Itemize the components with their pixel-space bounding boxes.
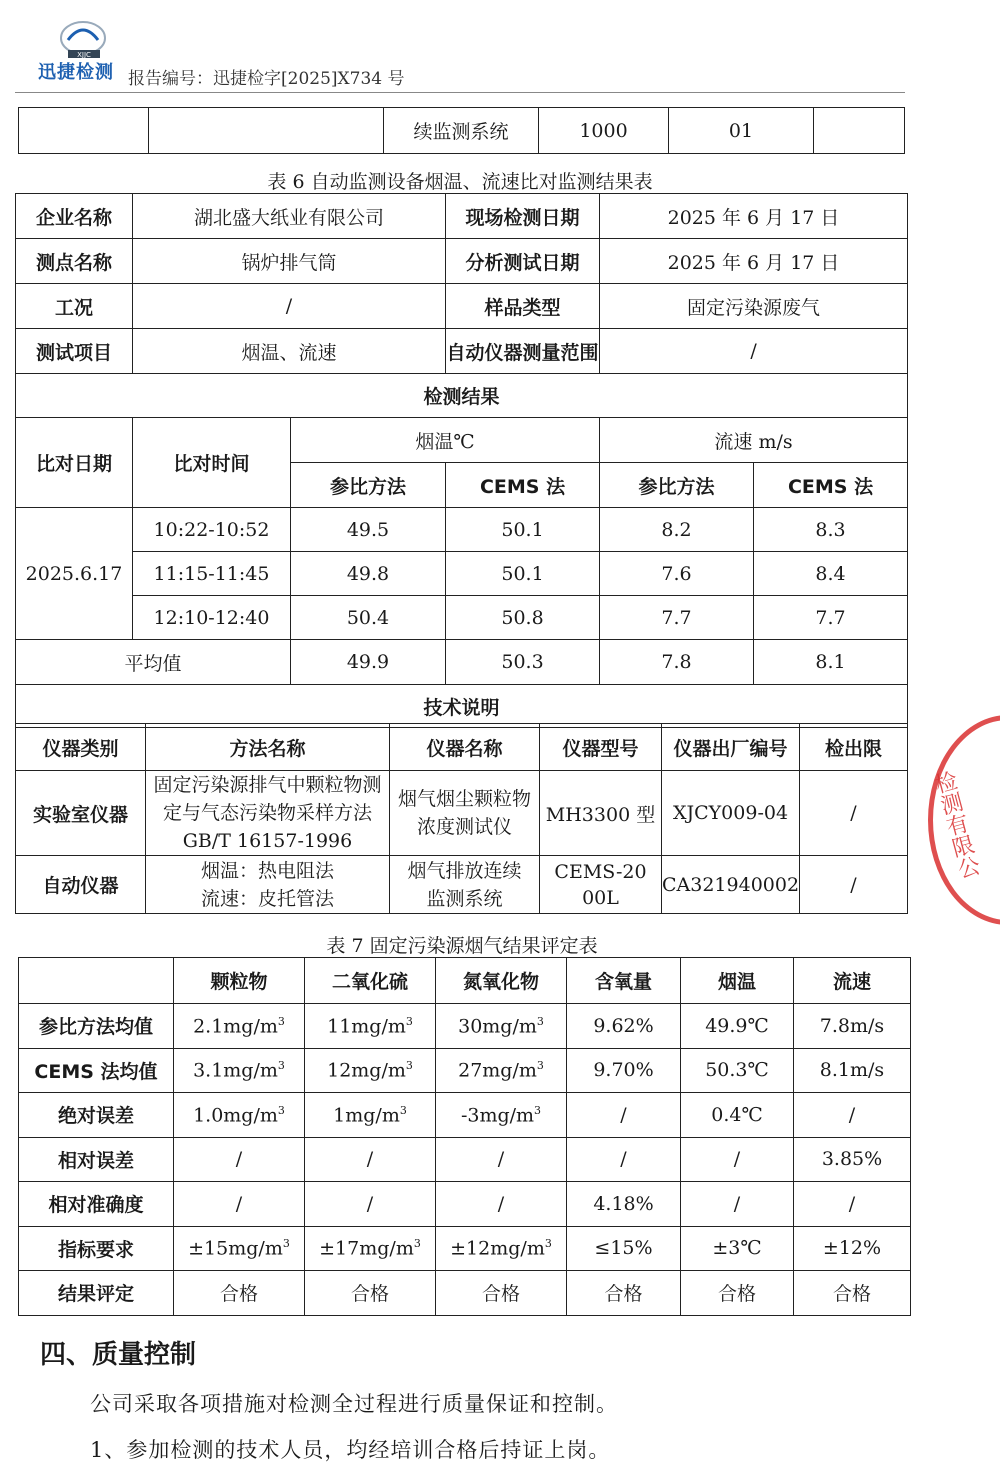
cell-value: 8.1m/s xyxy=(819,1059,885,1082)
cell-value: 合格 xyxy=(350,1283,389,1306)
table-row xyxy=(19,1137,911,1182)
tech-header: 仪器出厂编号 xyxy=(662,724,800,771)
header-divider xyxy=(15,92,905,93)
value-cell xyxy=(567,1182,681,1227)
t7-header-flow: 流速 xyxy=(794,958,911,1004)
unit-superscript: 3 xyxy=(277,1014,285,1028)
info-key: 测点名称 xyxy=(16,239,133,284)
temp-ref-value: 49.8 xyxy=(291,552,446,596)
temp-cems-value: 50.1 xyxy=(446,552,600,596)
info-value: / xyxy=(133,284,446,329)
cell-value: 30mg/m xyxy=(458,1014,537,1037)
unit-superscript: 3 xyxy=(536,1014,544,1028)
flow-ref-value: 7.6 xyxy=(600,552,754,596)
value-cell xyxy=(681,1226,794,1271)
info-row xyxy=(16,194,908,239)
detection-limit: / xyxy=(800,771,908,856)
cell-value: ±3℃ xyxy=(712,1237,762,1260)
tech-header: 仪器名称 xyxy=(390,724,540,771)
cell-value: 12mg/m xyxy=(327,1059,406,1082)
info-key: 测试项目 xyxy=(16,329,133,374)
instrument-category: 自动仪器 xyxy=(16,856,146,914)
method-name-line: 烟温：热电阻法 xyxy=(200,859,334,882)
row-label: 参比方法均值 xyxy=(19,1004,174,1049)
row-label: 相对准确度 xyxy=(19,1182,174,1227)
flow-ref-avg: 7.8 xyxy=(600,640,754,685)
value-cell xyxy=(305,1137,436,1182)
unit-superscript: 3 xyxy=(405,1059,413,1073)
info-key: 分析测试日期 xyxy=(446,239,600,284)
cell-value: ±12mg/m xyxy=(450,1237,545,1260)
value-cell xyxy=(567,1226,681,1271)
paragraph: 1、参加检测的技术人员，均经培训合格后持证上岗。 xyxy=(90,1438,611,1462)
method-name-line: 流速：皮托管法 xyxy=(200,887,334,910)
cell-value: / xyxy=(235,1192,243,1215)
value-cell xyxy=(436,1093,567,1138)
t7-header-oxygen: 含氧量 xyxy=(567,958,681,1004)
table6 xyxy=(15,193,908,728)
cell-value: 9.62% xyxy=(593,1014,654,1037)
cell-value: 7.8m/s xyxy=(819,1014,885,1037)
tail-cell xyxy=(814,108,905,154)
info-key: 样品类型 xyxy=(446,284,600,329)
cell-value: 合格 xyxy=(219,1283,258,1306)
flow-cems-value: 8.3 xyxy=(754,508,908,552)
table-row xyxy=(19,1182,911,1227)
cell-value: 4.18% xyxy=(593,1192,654,1215)
cell-value: 49.9℃ xyxy=(705,1014,769,1037)
tech-title: 技术说明 xyxy=(16,685,908,728)
tail-cell xyxy=(19,108,149,154)
seal-text: 检测有限公 xyxy=(929,768,982,882)
cell-value: 合格 xyxy=(717,1283,756,1306)
value-cell xyxy=(794,1182,911,1227)
value-cell xyxy=(174,1093,305,1138)
cell-value: / xyxy=(848,1103,856,1126)
unit-superscript: 3 xyxy=(277,1103,285,1117)
cell-value: 3.1mg/m xyxy=(193,1059,278,1082)
value-cell xyxy=(436,1182,567,1227)
col-date-header: 比对日期 xyxy=(16,418,133,508)
cell-value: 0.4℃ xyxy=(711,1103,763,1126)
value-cell xyxy=(305,1226,436,1271)
instrument-model: CEMS-2000L xyxy=(540,856,662,914)
cell-value: / xyxy=(366,1192,374,1215)
value-cell xyxy=(174,1182,305,1227)
value-cell xyxy=(794,1226,911,1271)
row-label: 结果评定 xyxy=(19,1271,174,1316)
report-number: 报告编号：迅捷检字[2025]X734 号 xyxy=(128,69,405,89)
value-cell xyxy=(305,1004,436,1049)
cell-value: ±15mg/m xyxy=(188,1237,283,1260)
info-key: 企业名称 xyxy=(16,194,133,239)
tail-cell xyxy=(149,108,384,154)
method-name: 固定污染源排气中颗粒物测定与气态污染物采样方法 GB/T 16157-1996 xyxy=(146,771,390,856)
info-row xyxy=(16,329,908,374)
value-cell xyxy=(305,1271,436,1316)
value-cell xyxy=(681,1048,794,1093)
value-cell xyxy=(436,1137,567,1182)
table-row xyxy=(16,552,908,596)
table-row xyxy=(19,1093,911,1138)
table7-caption: 表 7 固定污染源烟气结果评定表 xyxy=(326,935,598,957)
tech-row xyxy=(16,771,908,856)
info-value: 2025 年 6 月 17 日 xyxy=(600,239,908,284)
info-row xyxy=(16,239,908,284)
compare-date: 2025.6.17 xyxy=(16,508,133,640)
col-time-header: 比对时间 xyxy=(133,418,291,508)
compare-time: 10:22-10:52 xyxy=(133,508,291,552)
value-cell xyxy=(567,1048,681,1093)
tail-cell: 01 xyxy=(669,108,814,154)
cell-value: 11mg/m xyxy=(327,1014,406,1037)
value-cell xyxy=(567,1004,681,1049)
instrument-serial: XJCY009-04 xyxy=(662,771,800,856)
info-value: / xyxy=(600,329,908,374)
tech-header: 方法名称 xyxy=(146,724,390,771)
detection-limit: / xyxy=(800,856,908,914)
value-cell xyxy=(174,1048,305,1093)
temp-cems-header: CEMS 法 xyxy=(446,463,600,508)
value-cell xyxy=(174,1226,305,1271)
value-cell xyxy=(794,1271,911,1316)
cell-value: / xyxy=(620,1148,627,1171)
value-cell xyxy=(794,1048,911,1093)
cell-value: / xyxy=(620,1103,627,1126)
average-row xyxy=(16,640,908,685)
flow-cems-value: 7.7 xyxy=(754,596,908,640)
cell-value: 合格 xyxy=(832,1283,871,1306)
value-cell xyxy=(794,1137,911,1182)
table7 xyxy=(18,957,911,1316)
cell-value: / xyxy=(497,1148,505,1171)
temp-group-header: 烟温℃ xyxy=(291,418,600,463)
info-row xyxy=(16,284,908,329)
table-row xyxy=(19,1048,911,1093)
table-row xyxy=(16,508,908,552)
cell-value: ±12% xyxy=(822,1237,882,1260)
results-title: 检测结果 xyxy=(16,374,908,418)
value-cell xyxy=(436,1271,567,1316)
value-cell xyxy=(567,1093,681,1138)
flow-cems-avg: 8.1 xyxy=(754,640,908,685)
tech-row xyxy=(16,856,908,914)
value-cell xyxy=(681,1004,794,1049)
tech-table xyxy=(15,723,908,914)
row-label: 指标要求 xyxy=(19,1226,174,1271)
flow-cems-header: CEMS 法 xyxy=(754,463,908,508)
cell-value: 2.1mg/m xyxy=(193,1014,278,1037)
value-cell xyxy=(681,1271,794,1316)
t7-corner xyxy=(19,958,174,1004)
cell-value: / xyxy=(366,1148,374,1171)
t7-header-particulate: 颗粒物 xyxy=(174,958,305,1004)
value-cell xyxy=(794,1093,911,1138)
value-cell xyxy=(174,1004,305,1049)
value-cell xyxy=(436,1004,567,1049)
cell-value: -3mg/m xyxy=(460,1103,535,1126)
value-cell xyxy=(681,1182,794,1227)
instrument-serial: CA321940002 xyxy=(662,856,800,914)
unit-superscript: 3 xyxy=(282,1237,290,1251)
unit-superscript: 3 xyxy=(405,1014,413,1028)
temp-cems-avg: 50.3 xyxy=(446,640,600,685)
cell-value: 1mg/m xyxy=(333,1103,400,1126)
value-cell xyxy=(305,1093,436,1138)
cell-value: / xyxy=(235,1148,243,1171)
logo-abbr: XJJC xyxy=(77,51,91,59)
flow-group-header: 流速 m/s xyxy=(600,418,908,463)
info-key: 自动仪器测量范围 xyxy=(446,329,600,374)
temp-cems-value: 50.8 xyxy=(446,596,600,640)
cell-value: / xyxy=(733,1148,741,1171)
tail-cell: 续监测系统 xyxy=(384,108,539,154)
cell-value: 50.3℃ xyxy=(705,1059,769,1082)
instrument-name: 烟气排放连续监测系统 xyxy=(390,856,540,914)
info-value: 烟温、流速 xyxy=(133,329,446,374)
cell-value: 3.85% xyxy=(821,1148,883,1171)
unit-superscript: 3 xyxy=(277,1059,285,1073)
logo-emblem-icon xyxy=(38,10,128,60)
tech-header: 仪器类别 xyxy=(16,724,146,771)
flow-cems-value: 8.4 xyxy=(754,552,908,596)
table-row xyxy=(19,1226,911,1271)
info-value: 固定污染源废气 xyxy=(600,284,908,329)
value-cell xyxy=(436,1226,567,1271)
cell-value: 1.0mg/m xyxy=(193,1103,278,1126)
tail-cell: 1000 xyxy=(539,108,669,154)
cell-value: 27mg/m xyxy=(458,1059,537,1082)
flow-ref-value: 8.2 xyxy=(600,508,754,552)
info-key: 工况 xyxy=(16,284,133,329)
temp-cems-value: 50.1 xyxy=(446,508,600,552)
unit-superscript: 3 xyxy=(544,1237,552,1251)
value-cell xyxy=(305,1182,436,1227)
value-cell xyxy=(305,1048,436,1093)
cell-value: / xyxy=(848,1192,856,1215)
unit-superscript: 3 xyxy=(534,1103,542,1117)
temp-ref-value: 50.4 xyxy=(291,596,446,640)
value-cell xyxy=(174,1271,305,1316)
cell-value: ±17mg/m xyxy=(319,1237,414,1260)
cell-value: ≤15% xyxy=(594,1237,653,1260)
value-cell xyxy=(681,1137,794,1182)
instrument-name: 烟气烟尘颗粒物浓度测试仪 xyxy=(390,771,540,856)
row-label: CEMS 法均值 xyxy=(19,1048,174,1093)
value-cell xyxy=(567,1137,681,1182)
table-row xyxy=(19,1271,911,1316)
instrument-model: MH3300 型 xyxy=(540,771,662,856)
unit-superscript: 3 xyxy=(399,1103,407,1117)
info-key: 现场检测日期 xyxy=(446,194,600,239)
value-cell xyxy=(794,1004,911,1049)
tech-header: 仪器型号 xyxy=(540,724,662,771)
t7-header-nox: 氮氧化物 xyxy=(436,958,567,1004)
cell-value: / xyxy=(733,1192,741,1215)
table6-caption: 表 6 自动监测设备烟温、流速比对监测结果表 xyxy=(267,171,653,193)
cell-value: 合格 xyxy=(604,1283,643,1306)
temp-ref-avg: 49.9 xyxy=(291,640,446,685)
t7-header-so2: 二氧化硫 xyxy=(305,958,436,1004)
row-label: 绝对误差 xyxy=(19,1093,174,1138)
compare-time: 11:15-11:45 xyxy=(133,552,291,596)
paragraph: 公司采取各项措施对检测全过程进行质量保证和控制。 xyxy=(90,1392,618,1416)
temp-ref-value: 49.5 xyxy=(291,508,446,552)
table-row xyxy=(16,596,908,640)
t7-header-temp: 烟温 xyxy=(681,958,794,1004)
value-cell xyxy=(436,1048,567,1093)
compare-time: 12:10-12:40 xyxy=(133,596,291,640)
value-cell xyxy=(681,1093,794,1138)
flow-ref-header: 参比方法 xyxy=(600,463,754,508)
table-row xyxy=(19,1004,911,1049)
prev-table-tail xyxy=(18,107,905,154)
info-value: 2025 年 6 月 17 日 xyxy=(600,194,908,239)
tech-header: 检出限 xyxy=(800,724,908,771)
info-value: 锅炉排气筒 xyxy=(133,239,446,284)
unit-superscript: 3 xyxy=(536,1059,544,1073)
temp-ref-header: 参比方法 xyxy=(291,463,446,508)
value-cell xyxy=(174,1137,305,1182)
average-label: 平均值 xyxy=(16,640,291,685)
flow-ref-value: 7.7 xyxy=(600,596,754,640)
section-title: 四、质量控制 xyxy=(40,1340,197,1370)
company-logo xyxy=(38,10,128,83)
unit-superscript: 3 xyxy=(413,1237,421,1251)
row-label: 相对误差 xyxy=(19,1137,174,1182)
info-value: 湖北盛大纸业有限公司 xyxy=(133,194,446,239)
cell-value: / xyxy=(497,1192,505,1215)
value-cell xyxy=(567,1271,681,1316)
instrument-category: 实验室仪器 xyxy=(16,771,146,856)
logo-text: 迅捷检测 xyxy=(38,62,114,83)
cell-value: 合格 xyxy=(481,1283,520,1306)
cell-value: 9.70% xyxy=(593,1059,654,1082)
